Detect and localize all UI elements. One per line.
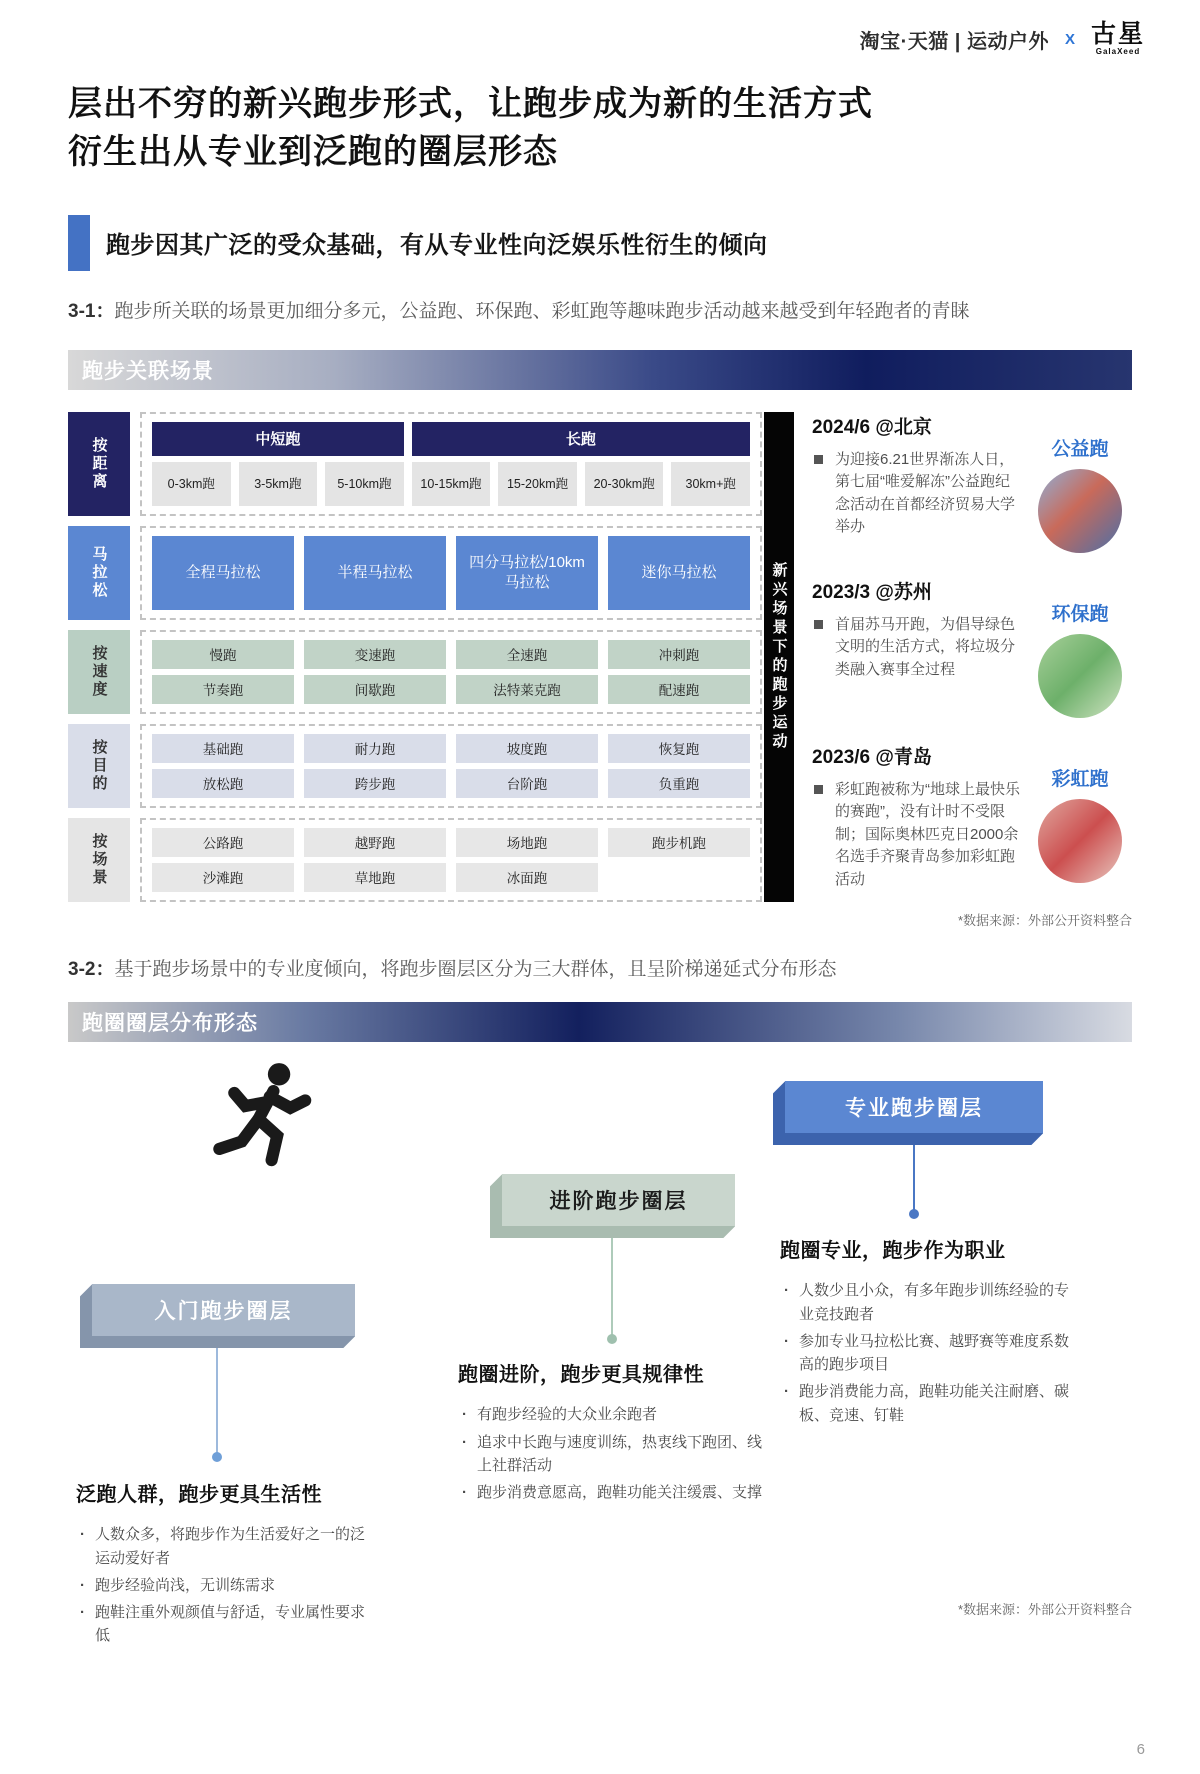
paragraph-3-1 xyxy=(68,297,1028,326)
page-title-line2: 衍生出从专业到泛跑的圈层形态 xyxy=(68,133,558,172)
event-photo xyxy=(1038,469,1122,553)
event-tag: 公益跑 xyxy=(1051,438,1109,460)
event-item xyxy=(812,742,1132,892)
matrix-row-label: 按距离 xyxy=(68,412,130,516)
paragraph-prefix: 3-2： xyxy=(68,958,115,980)
event-tag: 彩虹跑 xyxy=(1051,768,1109,790)
source-note: *数据来源：外部公开资料整合 xyxy=(957,912,1132,928)
speed-cell: 慢跑 xyxy=(152,640,294,669)
tier-connector-line xyxy=(913,1145,915,1211)
matrix-row-purpose xyxy=(68,724,762,808)
matrix-row-distance xyxy=(68,412,762,516)
tier-box-intermediate xyxy=(490,1174,735,1238)
banner-label: 跑步关联场景 xyxy=(82,359,214,383)
purpose-cell: 坡度跑 xyxy=(456,734,598,763)
tier-text-intermediate xyxy=(458,1358,768,1508)
paragraph-3-2 xyxy=(68,955,1028,984)
scene-cell: 跑步机跑 xyxy=(608,828,750,857)
tier-box-entry xyxy=(80,1284,355,1348)
brand-logo xyxy=(1091,22,1145,56)
tier-headline: 泛跑人群，跑步更具生活性 xyxy=(76,1484,322,1507)
event-item xyxy=(812,577,1132,718)
matrix-row-label: 按场景 xyxy=(68,818,130,902)
sidebar-vertical-label: 新兴场景下的跑步运动 xyxy=(770,561,788,752)
event-photo xyxy=(1038,634,1122,718)
emerging-scenes-sidebar xyxy=(764,412,794,902)
accent-bar xyxy=(68,215,90,271)
event-description: 彩虹跑被称为“地球上最快乐的赛跑”，没有计时不受限制；国际奥林匹克日2000余名选手齐聚青岛参加彩虹跑活动 xyxy=(835,780,1020,888)
banner-label: 跑圈圈层分布形态 xyxy=(82,1012,258,1036)
tier-box-label: 入门跑步圈层 xyxy=(92,1284,355,1336)
purpose-cell: 跨步跑 xyxy=(304,769,446,798)
distance-cell: 3-5km跑 xyxy=(239,462,318,506)
purpose-box xyxy=(140,724,762,808)
tier-bullet: · 追求中长跑与速度训练，热衷线下跑团、线上社群活动 xyxy=(458,1431,768,1478)
event-description: 首届苏马开跑，为倡导绿色文明的生活方式，将垃圾分类融入赛事全过程 xyxy=(835,615,1016,678)
speed-cell: 变速跑 xyxy=(304,640,446,669)
distance-cell: 15-20km跑 xyxy=(498,462,577,506)
page-title-line1: 层出不穷的新兴跑步形式，让跑步成为新的生活方式 xyxy=(68,85,873,123)
speed-cell: 节奏跑 xyxy=(152,675,294,704)
brand-header xyxy=(860,22,1145,56)
speed-cell: 法特莱克跑 xyxy=(456,675,598,704)
tier-box-label: 进阶跑步圈层 xyxy=(502,1174,735,1226)
tier-diagram xyxy=(68,1046,1132,1646)
matrix-grid xyxy=(68,412,762,902)
matrix-row-label: 按目的 xyxy=(68,724,130,808)
distance-header-cell: 中短跑 xyxy=(152,422,404,456)
matrix-row-marathon xyxy=(68,526,762,620)
tier-headline: 跑圈进阶，跑步更具规律性 xyxy=(458,1364,704,1387)
paragraph-text: 跑步所关联的场景更加细分多元，公益跑、环保跑、彩虹跑等趣味跑步活动越来越受到年轻跑者的青睐 xyxy=(114,300,970,322)
distance-cell: 10-15km跑 xyxy=(412,462,491,506)
brand-x-separator: X xyxy=(1064,30,1075,48)
brand-logo-text: 古星 xyxy=(1090,20,1145,48)
section-heading-text: 跑步因其广泛的受众基础，有从专业性向泛娱乐性衍生的倾向 xyxy=(106,232,768,260)
matrix-row-scene xyxy=(68,818,762,902)
tier-bullet: · 跑步经验尚浅，无训练需求 xyxy=(76,1574,376,1597)
marathon-cell: 四分马拉松/10km马拉松 xyxy=(456,536,598,610)
tier-bullet: · 有跑步经验的大众业余跑者 xyxy=(458,1403,768,1426)
tier-text-professional xyxy=(780,1234,1080,1431)
event-date: 2023/6 @青岛 xyxy=(812,746,932,768)
scene-cell: 草地跑 xyxy=(304,863,446,892)
speed-cell: 全速跑 xyxy=(456,640,598,669)
tier-headline: 跑圈专业，跑步作为职业 xyxy=(780,1240,1006,1263)
marathon-box xyxy=(140,526,762,620)
page-number: 6 xyxy=(1136,1741,1145,1758)
section-banner-tiers xyxy=(68,1002,1132,1042)
tier-connector-dot xyxy=(607,1334,617,1344)
scene-cell: 越野跑 xyxy=(304,828,446,857)
distance-cell: 5-10km跑 xyxy=(325,462,404,506)
purpose-cell: 放松跑 xyxy=(152,769,294,798)
matrix-row-label: 马拉松 xyxy=(68,526,130,620)
purpose-cell: 恢复跑 xyxy=(608,734,750,763)
matrix-row-label: 按速度 xyxy=(68,630,130,714)
section-heading xyxy=(68,215,1132,271)
scene-box xyxy=(140,818,762,902)
purpose-cell: 台阶跑 xyxy=(456,769,598,798)
scene-cell: 冰面跑 xyxy=(456,863,598,892)
tier-connector-line xyxy=(216,1348,218,1454)
speed-cell: 间歇跑 xyxy=(304,675,446,704)
runner-icon xyxy=(210,1058,322,1182)
speed-cell: 冲刺跑 xyxy=(608,640,750,669)
tier-connector-dot xyxy=(909,1209,919,1219)
marathon-cell: 全程马拉松 xyxy=(152,536,294,610)
tier-bullet: · 跑鞋注重外观颜值与舒适，专业属性要求低 xyxy=(76,1601,376,1648)
section-banner-scene xyxy=(68,350,1132,390)
speed-cell: 配速跑 xyxy=(608,675,750,704)
event-tag: 环保跑 xyxy=(1051,603,1109,625)
marathon-cell: 半程马拉松 xyxy=(304,536,446,610)
tier-bullet: · 跑步消费意愿高，跑鞋功能关注缓震、支撑 xyxy=(458,1481,768,1504)
tier-bullet: · 人数众多，将跑步作为生活爱好之一的泛运动爱好者 xyxy=(76,1523,376,1570)
purpose-cell: 耐力跑 xyxy=(304,734,446,763)
square-bullet-icon xyxy=(814,620,823,629)
purpose-cell: 负重跑 xyxy=(608,769,750,798)
square-bullet-icon xyxy=(814,455,823,464)
tier-connector-line xyxy=(611,1238,613,1336)
scene-cell: 沙滩跑 xyxy=(152,863,294,892)
event-date: 2024/6 @北京 xyxy=(812,416,932,438)
marathon-cell: 迷你马拉松 xyxy=(608,536,750,610)
event-photo xyxy=(1038,799,1122,883)
paragraph-prefix: 3-1： xyxy=(68,300,115,322)
distance-cell: 20-30km跑 xyxy=(585,462,664,506)
running-scene-matrix xyxy=(68,412,1132,902)
brand-logo-subtext: GalaXeed xyxy=(1095,47,1141,56)
event-description: 为迎接6.21世界渐冻人日，第七届“唯爱解冻”公益跑纪念活动在首都经济贸易大学举办 xyxy=(835,450,1016,536)
event-news-column xyxy=(794,412,1132,902)
distance-cell: 0-3km跑 xyxy=(152,462,231,506)
source-note: *数据来源：外部公开资料整合 xyxy=(957,1602,1132,1618)
tier-box-professional xyxy=(773,1081,1043,1145)
tier-bullet: · 跑步消费能力高，跑鞋功能关注耐磨、碳板、竞速、钉鞋 xyxy=(780,1380,1080,1427)
paragraph-text: 基于跑步场景中的专业度倾向，将跑步圈层区分为三大群体，且呈阶梯递延式分布形态 xyxy=(114,958,837,980)
distance-header-cell: 长跑 xyxy=(412,422,750,456)
scene-cell: 公路跑 xyxy=(152,828,294,857)
tier-bullet: · 参加专业马拉松比赛、越野赛等难度系数高的跑步项目 xyxy=(780,1330,1080,1377)
distance-box xyxy=(140,412,762,516)
purpose-cell: 基础跑 xyxy=(152,734,294,763)
tier-bullet: · 人数少且小众，有多年跑步训练经验的专业竞技跑者 xyxy=(780,1279,1080,1326)
distance-cell: 30km+跑 xyxy=(671,462,750,506)
event-date: 2023/3 @苏州 xyxy=(812,581,932,603)
speed-box xyxy=(140,630,762,714)
matrix-row-speed xyxy=(68,630,762,714)
scene-cell: 场地跑 xyxy=(456,828,598,857)
tier-text-entry xyxy=(76,1478,376,1651)
tier-box-label: 专业跑步圈层 xyxy=(785,1081,1043,1133)
square-bullet-icon xyxy=(814,785,823,794)
tier-connector-dot xyxy=(212,1452,222,1462)
brand-text: 淘宝·天猫 | 运动户外 xyxy=(859,30,1049,53)
event-item xyxy=(812,412,1132,553)
